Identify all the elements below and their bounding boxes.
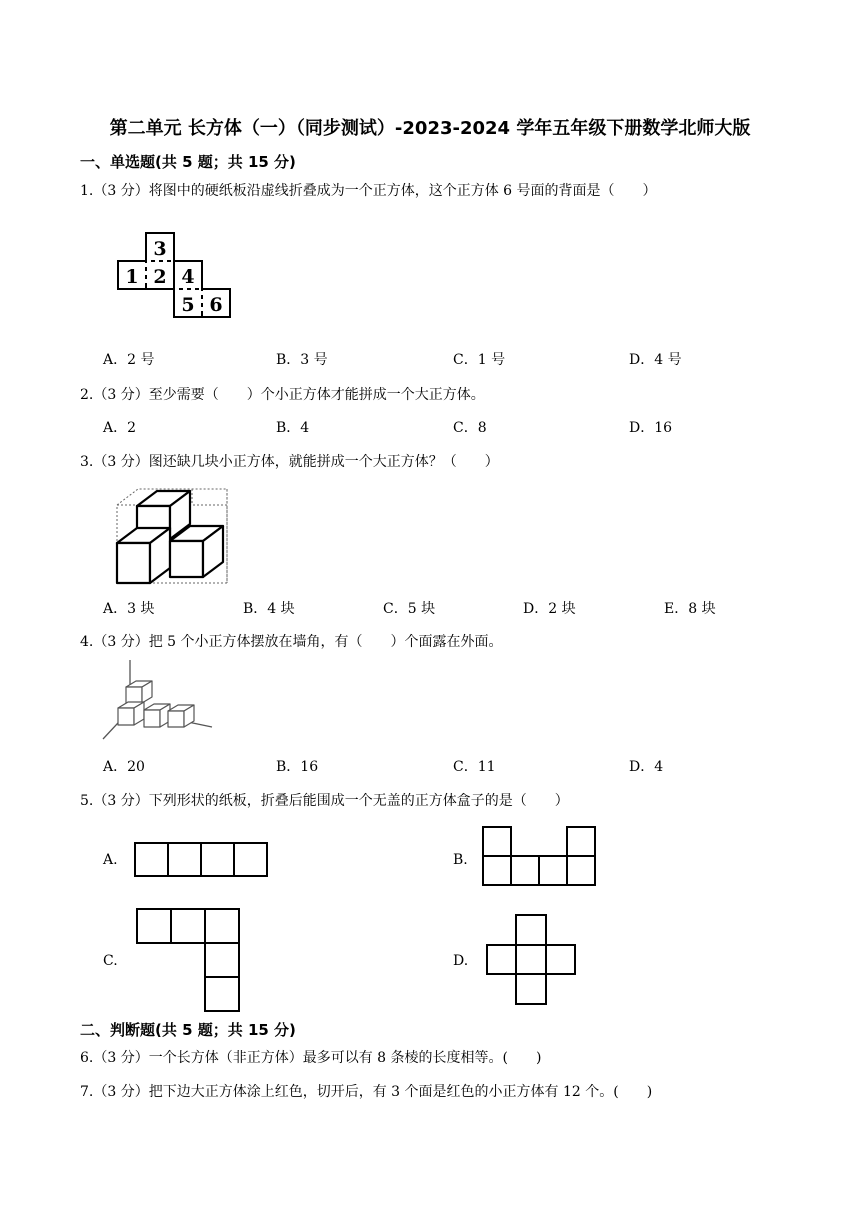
q3-option-a[interactable]: A．3 块	[103, 601, 155, 617]
q2-option-c[interactable]: C．8	[453, 420, 487, 436]
q4-option-b[interactable]: B．16	[276, 759, 319, 775]
q4-option-a[interactable]: A．20	[103, 759, 145, 775]
q5-option-d-net[interactable]	[486, 914, 578, 1006]
question-4-corner-cubes-figure	[100, 655, 220, 745]
question-1-net-figure	[110, 225, 240, 325]
q5-option-b-net[interactable]	[482, 825, 598, 887]
question-5-text: 5.（3 分）下列形状的纸板，折叠后能围成一个无盖的正方体盒子的是（ ）	[80, 793, 569, 809]
question-1-text: 1.（3 分）将图中的硬纸板沿虚线折叠成为一个正方体，这个正方体 6 号面的背面是（ ）	[80, 183, 657, 199]
net-label-5: 5	[181, 294, 195, 316]
net-label-2: 2	[153, 266, 167, 288]
q5-option-a-net[interactable]	[134, 842, 270, 878]
question-3-cubes-figure	[110, 485, 235, 590]
q2-option-b[interactable]: B．4	[276, 420, 310, 436]
question-7-text: 7.（3 分）把下边大正方体涂上红色，切开后，有 3 个面是红色的小正方体有 12 个。( )	[80, 1084, 653, 1100]
section-heading-true-false: 二、判断题(共 5 题；共 15 分)	[80, 1021, 296, 1039]
q2-option-d[interactable]: D．16	[629, 420, 673, 436]
section-heading-single-choice: 一、单选题(共 5 题；共 15 分)	[80, 153, 296, 171]
q5-option-b-label[interactable]: B.	[453, 852, 468, 868]
q4-option-d[interactable]: D．4	[629, 759, 664, 775]
q5-option-a-label[interactable]: A.	[103, 852, 118, 868]
question-4-text: 4.（3 分）把 5 个小正方体摆放在墙角，有（ ）个面露在外面。	[80, 634, 503, 650]
q5-option-d-label[interactable]: D.	[453, 953, 469, 969]
q5-option-c-net[interactable]	[136, 908, 242, 1014]
q3-option-c[interactable]: C．5 块	[383, 601, 436, 617]
net-label-3: 3	[153, 238, 167, 260]
q1-option-a[interactable]: A．2 号	[103, 352, 155, 368]
net-label-4: 4	[181, 266, 195, 288]
q2-option-a[interactable]: A．2	[103, 420, 137, 436]
q3-option-b[interactable]: B．4 块	[243, 601, 295, 617]
net-label-1: 1	[125, 266, 139, 288]
q3-option-e[interactable]: E．8 块	[664, 601, 716, 617]
q1-option-c[interactable]: C．1 号	[453, 352, 506, 368]
q4-option-c[interactable]: C．11	[453, 759, 496, 775]
net-label-6: 6	[209, 294, 223, 316]
page-title: 第二单元 长方体（一）（同步测试）-2023-2024 学年五年级下册数学北师大版	[109, 118, 751, 139]
question-3-text: 3.（3 分）图还缺几块小正方体，就能拼成一个大正方体？（ ）	[80, 454, 499, 470]
q3-option-d[interactable]: D．2 块	[523, 601, 576, 617]
q1-option-d[interactable]: D．4 号	[629, 352, 682, 368]
question-2-text: 2.（3 分）至少需要（ ）个小正方体才能拼成一个大正方体。	[80, 387, 485, 403]
q5-option-c-label[interactable]: C.	[103, 953, 118, 969]
question-6-text: 6.（3 分）一个长方体（非正方体）最多可以有 8 条棱的长度相等。( )	[80, 1050, 542, 1066]
q1-option-b[interactable]: B．3 号	[276, 352, 328, 368]
